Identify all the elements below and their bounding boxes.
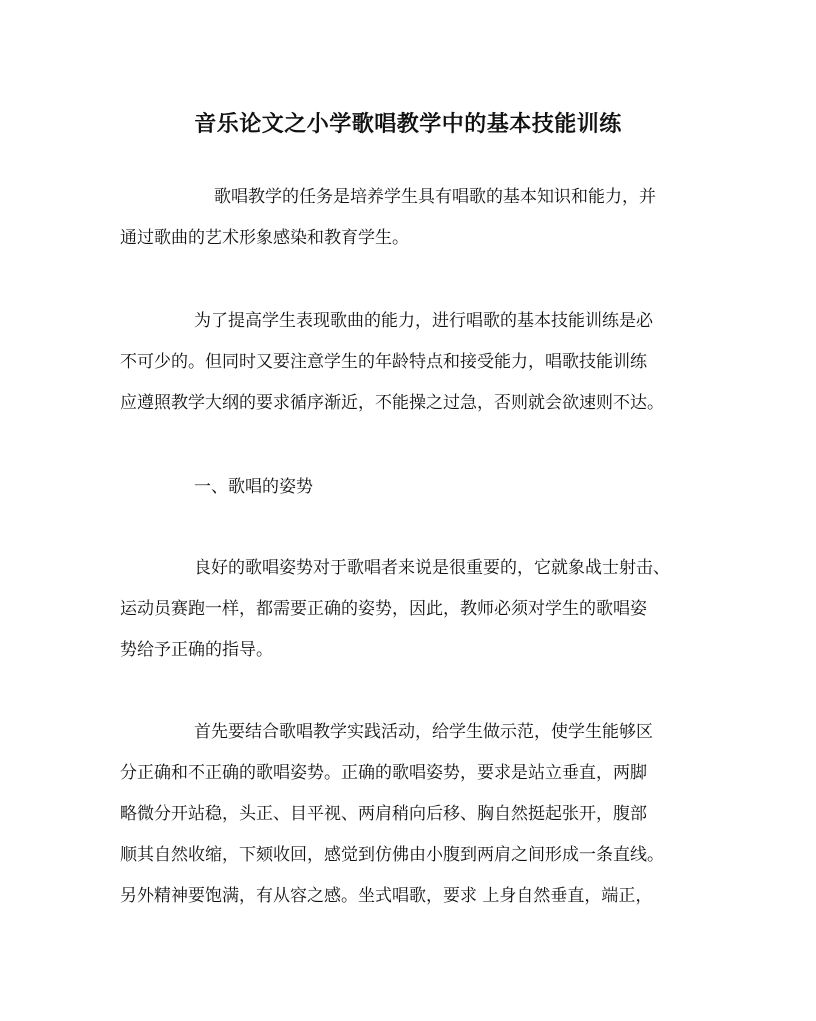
paragraph-line: 分正确和不正确的歌唱姿势。正确的歌唱姿势，要求是站立垂直，两脚 — [120, 763, 647, 783]
paragraph-line: 良好的歌唱姿势对于歌唱者来说是很重要的，它就象战士射击、 — [194, 558, 670, 578]
paragraph-line: 不可少的。但同时又要注意学生的年龄特点和接受能力，唱歌技能训练 — [120, 352, 647, 372]
section-heading — [120, 467, 700, 508]
paragraph-3 — [120, 548, 700, 671]
paragraph-line: 通过歌曲的艺术形象感染和教育学生。 — [120, 228, 409, 248]
paragraph-2 — [120, 301, 700, 424]
paragraph-1 — [120, 177, 700, 259]
paragraph-line: 应遵照教学大纲的要求循序渐近，不能操之过急，否则就会欲速则不达。 — [120, 393, 664, 413]
paragraph-line: 首先要结合歌唱教学实践活动，给学生做示范，使学生能够区 — [194, 722, 653, 742]
paragraph-line: 顺其自然收缩，下颏收回，感觉到仿佛由小腹到两肩之间形成一条直线。 — [120, 845, 664, 865]
paragraph-line: 为了提高学生表现歌曲的能力，进行唱歌的基本技能训练是必 — [194, 311, 653, 331]
paragraph-line: 运动员赛跑一样，都需要正确的姿势，因此，教师必须对学生的歌唱姿 — [120, 599, 647, 619]
document-title: 音乐论文之小学歌唱教学中的基本技能训练 — [194, 111, 622, 137]
paragraph-line: 歌唱教学的任务是培养学生具有唱歌的基本知识和能力，并 — [214, 187, 656, 207]
paragraph-4 — [120, 712, 700, 917]
section-heading-text: 一、歌唱的姿势 — [194, 477, 313, 497]
paragraph-line: 势给予正确的指导。 — [120, 640, 273, 660]
paragraph-line: 略微分开站稳，头正、目平视、两肩稍向后移、胸自然挺起张开，腹部 — [120, 804, 647, 824]
paragraph-line: 另外精神要饱满，有从容之感。坐式唱歌，要求 上身自然垂直，端正， — [120, 886, 653, 906]
